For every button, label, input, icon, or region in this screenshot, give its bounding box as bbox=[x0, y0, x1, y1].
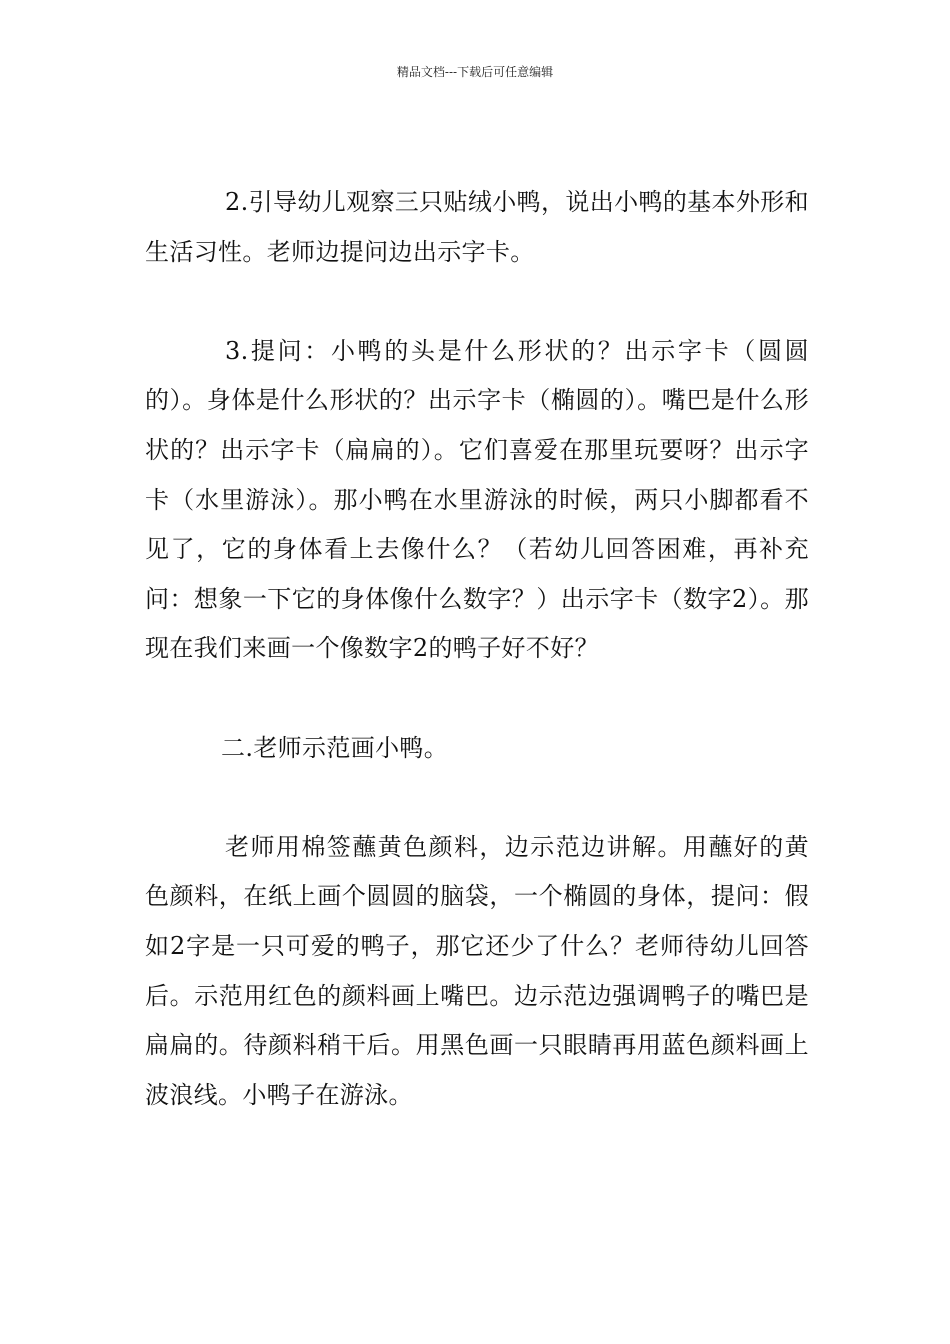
section-heading: 二.老师示范画小鸭。 bbox=[221, 733, 449, 762]
page-header: 精品文档---下载后可任意编辑 bbox=[396, 65, 554, 79]
paragraph-gap bbox=[145, 773, 809, 823]
paragraph-gap bbox=[145, 674, 809, 724]
paragraph-gap bbox=[145, 277, 809, 327]
document-body bbox=[145, 178, 809, 1120]
paragraph-demo: 老师用棉签蘸黄色颜料，边示范边讲解。用蘸好的黄色颜料，在纸上画个圆圆的脑袋，一个椭圆的身体，提问：假如2字是一只可爱的鸭子，那它还少了什么？老师待幼儿回答后。示范用红色的颜料画上嘴巴。边示范边强调鸭子的嘴巴是扁扁的。待颜料稍干后。用黑色画一只眼睛再用蓝色颜料画上波浪线。小鸭子在游泳。 bbox=[145, 832, 809, 1109]
paragraph-step-3: 3.提问：小鸭的头是什么形状的？出示字卡（圆圆的）。身体是什么形状的？出示字卡（椭圆的）。嘴巴是什么形状的？出示字卡（扁扁的）。它们喜爱在那里玩要呀？出示字卡（水里游泳）。那小鸭在水里游泳的时候，两只小脚都看不见了，它的身体看上去像什么？（若幼儿回答困难，再补充问：想象一下它的身体像什么数字？）出示字卡（数字2）。那现在我们来画一个像数字2的鸭子好不好？ bbox=[145, 336, 809, 663]
paragraph-step-2: 2.引导幼儿观察三只贴绒小鸭，说出小鸭的基本外形和生活习性。老师边提问边出示字卡。 bbox=[145, 188, 809, 266]
